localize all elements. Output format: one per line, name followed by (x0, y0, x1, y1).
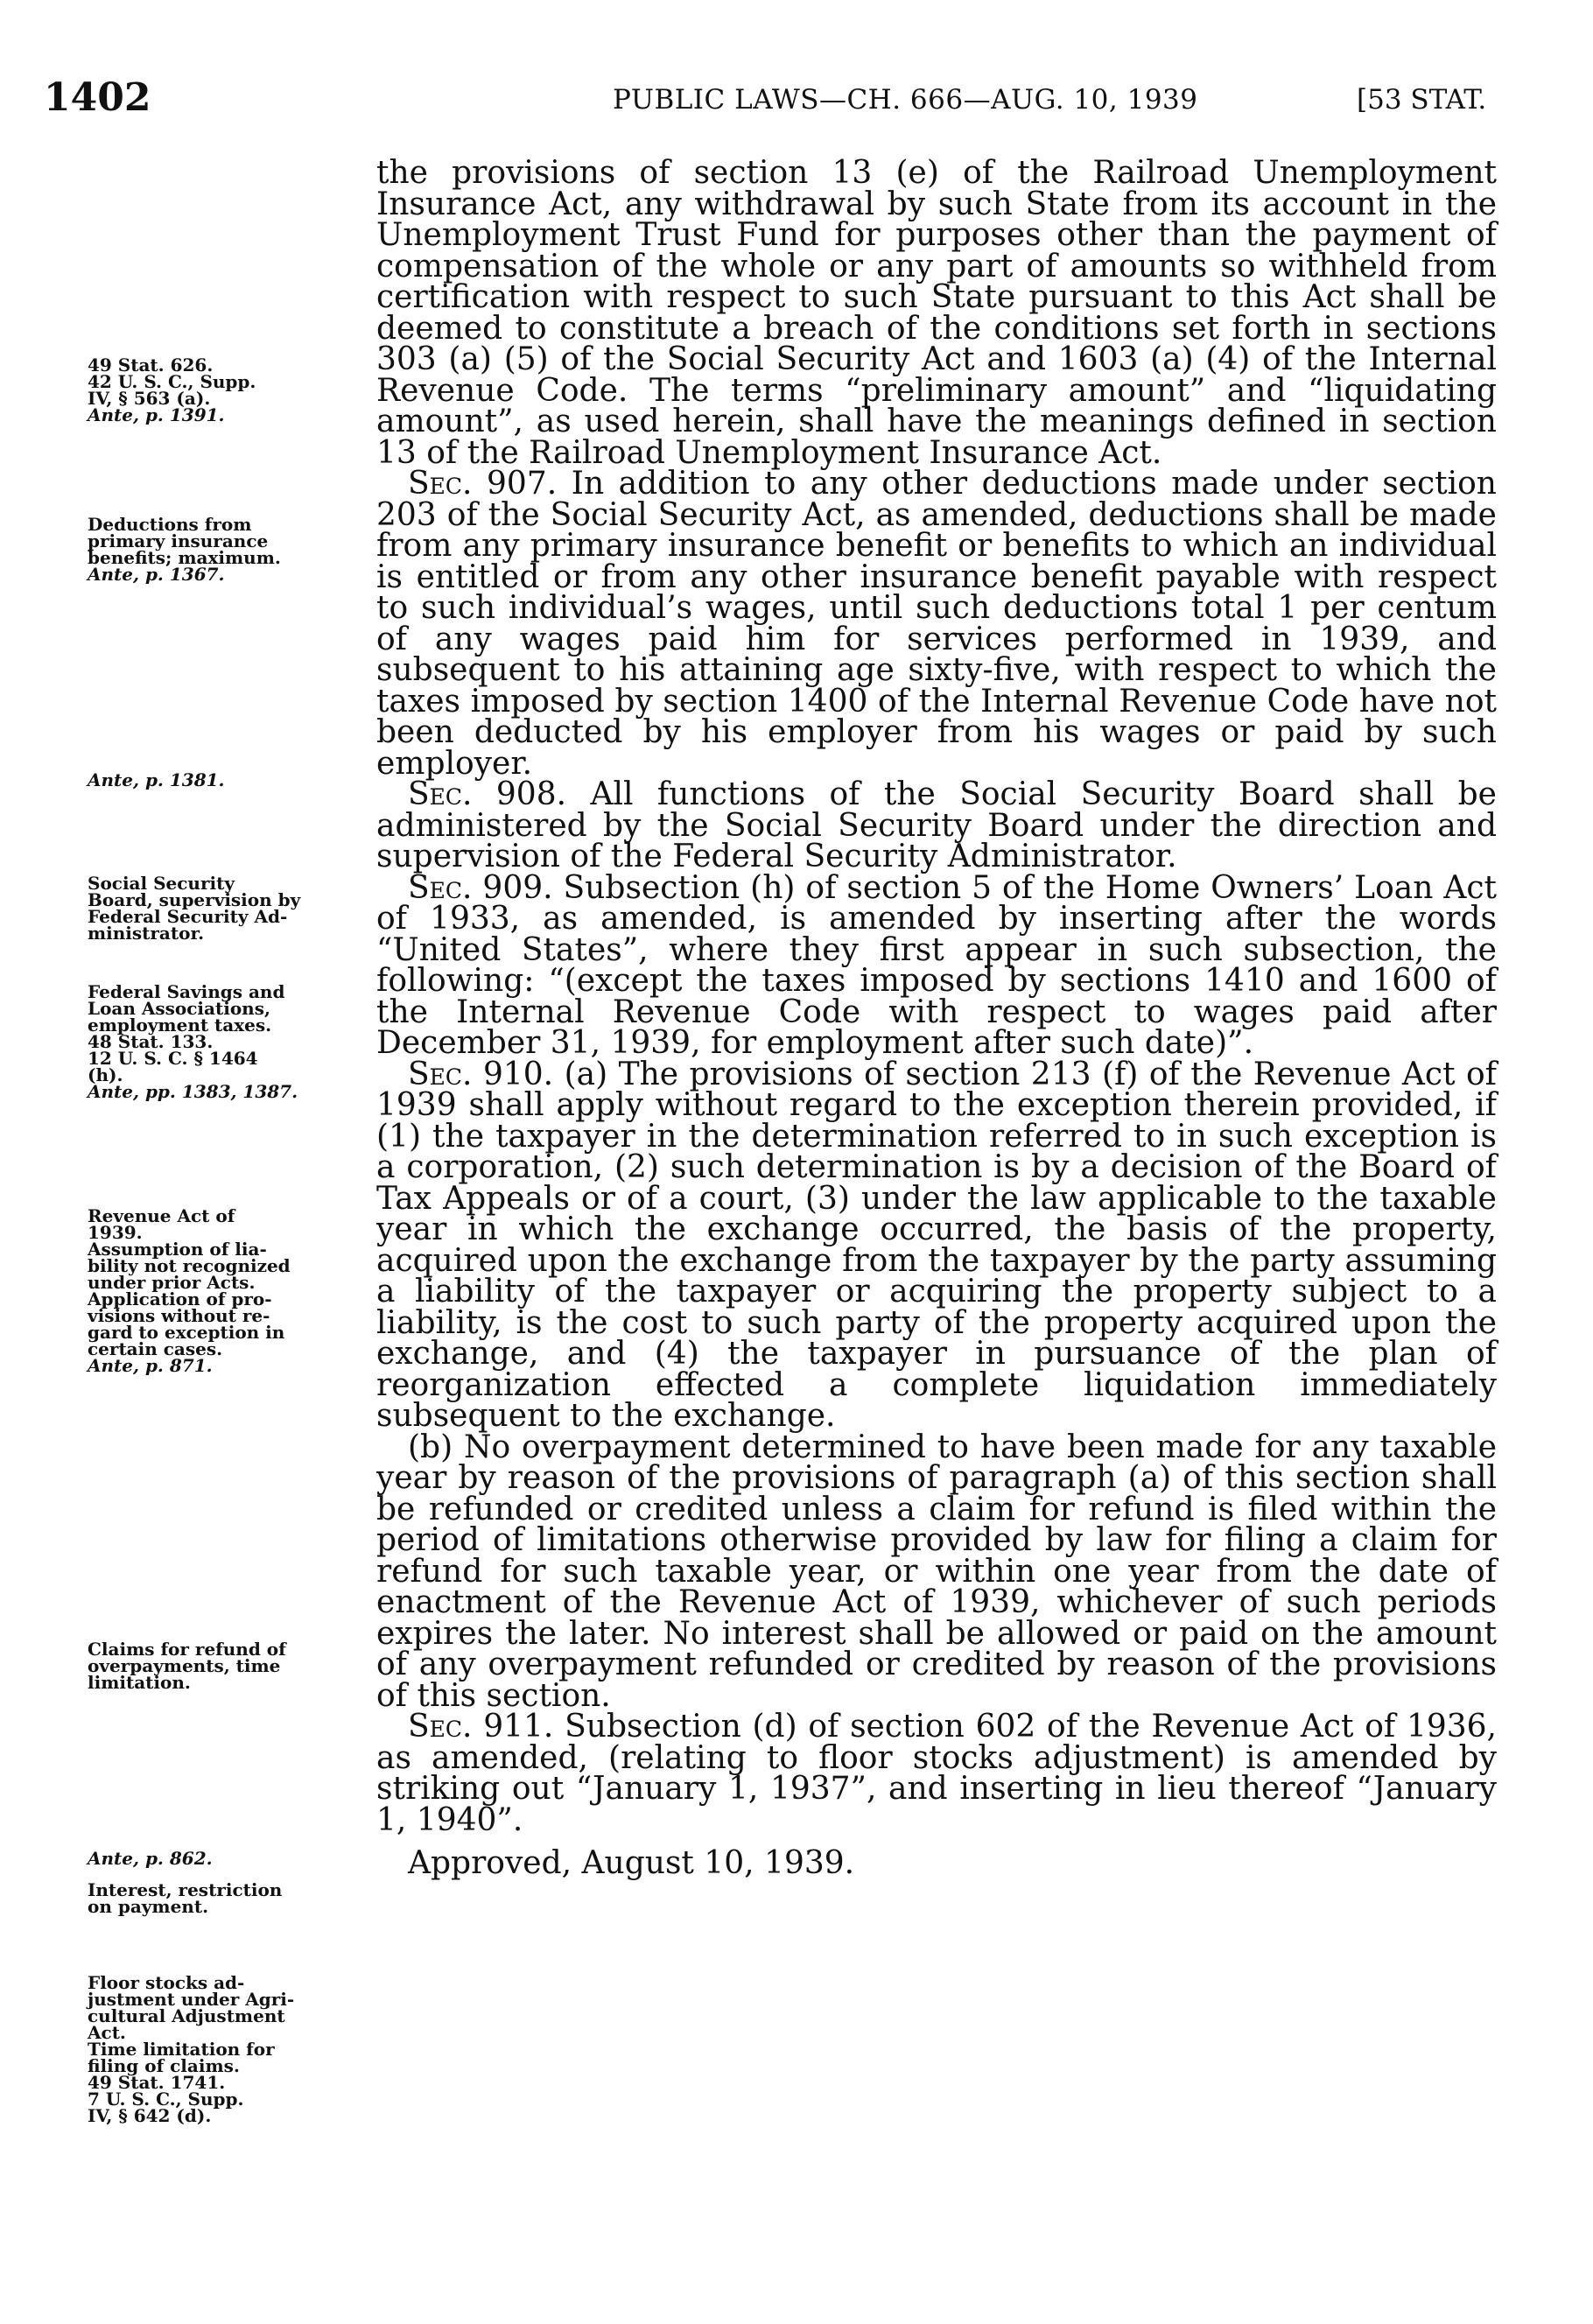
margin-line: overpayments, time (88, 1655, 281, 1676)
margin-line: 12 U. S. C. § 1464 (88, 1048, 258, 1069)
margin-line: 42 U. S. C., Supp. (88, 371, 256, 392)
section-910-text: (a) The provisions of section 213 (f) of the Revenue Act of 1939 shall apply without regard to the exception therein provided, if (1) the taxpayer in the determination referred to in such exception is a corporation, (2) such determination is by a decision of the Board of Tax Appeals or of a court, (3) under the law applicable to the taxable year in which the exchange occurred, the basis of the property, acquired upon the exchange from the taxpayer by the party assuming a liability of the taxpayer or acquiring the property subject to a liability, is the cost to such party of the property acquired upon the exchange, and (4) the taxpayer in pursuance of the plan of reorganization effected a complete liquidation immediately subsequent to the exchange. (376, 1056, 1497, 1434)
margin-line: IV, § 642 (d). (88, 2105, 212, 2126)
margin-note-deductions (88, 516, 317, 583)
section-908-text: All functions of the Social Security Board shall be administered by the Social Security Board under the direction and supervision of the Federal Security Administrator. (376, 776, 1497, 874)
section-909 (376, 869, 1497, 1061)
margin-line: Federal Security Ad- (88, 906, 288, 927)
approval-line (376, 1845, 1497, 1881)
section-910-b-text: (b) No overpayment determined to have been made for any taxable year by reason of the provisions of paragraph (a) of this section shall be refunded or credited unless a claim for refund is filed within the period of limitations otherwise provided by law for filing a claim for refund for such taxable year, or within one year from the date of enactment of the Revenue Act of 1939, whichever of such periods expires the later. No interest shall be allowed or paid on the amount of any overpayment refunded or credited by reason of the provisions of this section. (376, 1429, 1497, 1714)
margin-line: Floor stocks ad- (88, 1972, 245, 1993)
margin-note-claims-refund (88, 1641, 317, 1691)
approval-text: Approved, August 10, 1939. (408, 1845, 855, 1881)
section-908 (376, 776, 1497, 874)
section-909-text: Subsection (h) of section 5 of the Home Owners’ Loan Act of 1933, as amended, is amended by inserting after the words “United States”, where they first appear in such subsection, the following: “(except the taxes imposed by sections 1410 and 1600 of the Internal Revenue Code with respect to wages paid after December 31, 1939, for employment after such date)”. (376, 869, 1497, 1061)
margin-line: employment taxes. (88, 1015, 272, 1036)
section-907 (376, 466, 1497, 782)
margin-line: Interest, restriction (88, 1879, 283, 1900)
running-head: PUBLIC LAWS—CH. 666—AUG. 10, 1939 (613, 84, 1198, 116)
margin-line: Board, supervision by (88, 889, 301, 910)
margin-line: Loan Associations, (88, 998, 270, 1019)
margin-line: visions without re- (88, 1305, 270, 1326)
section-910-b (376, 1429, 1497, 1714)
margin-line: certain cases. (88, 1338, 223, 1359)
margin-line: IV, § 563 (a). (88, 388, 211, 409)
margin-line: 7 U. S. C., Supp. (88, 2089, 244, 2110)
margin-line: 48 Stat. 133. (88, 1031, 214, 1052)
margin-line: bility not recognized (88, 1255, 291, 1276)
section-909-label: Sec. 909. (408, 869, 553, 906)
margin-line: Social Security (88, 873, 235, 894)
margin-line: Ante, pp. 1383, 1387. (88, 1081, 298, 1102)
margin-line: Ante, p. 1391. (88, 404, 225, 425)
margin-line: primary insurance (88, 530, 269, 551)
section-911-text: Subsection (d) of section 602 of the Revenue Act of 1936, as amended, (relating to floor stocks adjustment) is amended by striking out “January 1, 1937”, and inserting in lieu thereof “January 1, 1940”. (376, 1709, 1498, 1838)
margin-line: Deductions from (88, 514, 252, 535)
section-911-label: Sec. 911. (408, 1709, 554, 1745)
margin-line: 49 Stat. 1741. (88, 2072, 226, 2093)
margin-line: ministrator. (88, 923, 205, 944)
margin-line: Revenue Act of (88, 1205, 235, 1226)
margin-line: Ante, p. 1381. (88, 769, 225, 790)
margin-line: Ante, p. 862. (88, 1848, 213, 1869)
section-907-text: In addition to any other deductions made under section 203 of the Social Security Act, as amended, deductions shall be made from any primary insurance benefit or benefits to which an individual is entitled or from any other insurance benefit payable with respect to such individual’s wages, until such deductions total 1 per centum of any wages paid him for services performed in 1939, and subsequent to his attaining age sixty-five, with respect to which the taxes imposed by section 1400 of the Internal Revenue Code have not been deducted by his employer from his wages or paid by such employer. (376, 466, 1497, 782)
margin-line: (h). (88, 1064, 123, 1085)
margin-line: limitation. (88, 1672, 191, 1693)
margin-line: gard to exception in (88, 1322, 285, 1343)
margin-line: Ante, p. 1367. (88, 564, 225, 585)
margin-line: on payment. (88, 1896, 209, 1917)
margin-line: Application of pro- (88, 1288, 272, 1309)
body-text (376, 155, 1498, 1881)
page-number: 1402 (44, 75, 151, 120)
section-908-label: Sec. 908. (408, 776, 567, 812)
margin-note-ante-1381 (88, 769, 317, 790)
continuation-paragraph: the provisions of section 13 (e) of the Railroad Unemployment Insurance Act, any withdrawal by such State from its account in the Unemployment Trust Fund for purposes other than the payment of compensation of the whole or any part of amounts so withheld from certification with respect to such State pursuant to this Act shall be deemed to constitute a breach of the conditions set forth in sections 303 (a) (5) of the Social Security Act and 1603 (a) (4) of the Internal Revenue Code. The terms “preliminary amount” and “liquidating amount”, as used herein, shall have the meanings defined in section 13 of the Railroad Unemployment Insurance Act. (376, 155, 1497, 471)
margin-line: justment under Agri- (88, 1989, 295, 2010)
margin-note-49-stat (88, 357, 317, 424)
margin-line: filing of claims. (88, 2055, 240, 2076)
margin-note-social-security-board (88, 875, 317, 942)
section-910 (376, 1056, 1497, 1434)
margin-line: Time limitation for (88, 2039, 275, 2060)
margin-note-revenue-act (88, 1205, 317, 1376)
section-911 (376, 1711, 1497, 1836)
stat-reference: [53 STAT. (1357, 84, 1487, 116)
margin-note-federal-savings (88, 981, 317, 1102)
margin-line: cultural Adjustment (88, 2005, 285, 2026)
margin-line: Ante, p. 871. (88, 1355, 213, 1376)
margin-line: under prior Acts. (88, 1272, 256, 1293)
margin-line: Claims for refund of (88, 1639, 286, 1660)
margin-note-ante-862 (88, 1850, 317, 1867)
margin-line: 49 Stat. 626. (88, 355, 214, 376)
margin-note-interest (88, 1879, 317, 1917)
margin-line: Federal Savings and (88, 981, 285, 1002)
margin-line: benefits; maximum. (88, 547, 281, 568)
margin-note-floor-stocks (88, 1972, 317, 2126)
margin-line: Assumption of lia- (88, 1239, 267, 1260)
margin-line: Act. (88, 2022, 126, 2043)
section-910-label: Sec. 910. (408, 1056, 554, 1092)
section-907-label: Sec. 907. (408, 466, 558, 502)
margin-line: 1939. (88, 1222, 143, 1243)
